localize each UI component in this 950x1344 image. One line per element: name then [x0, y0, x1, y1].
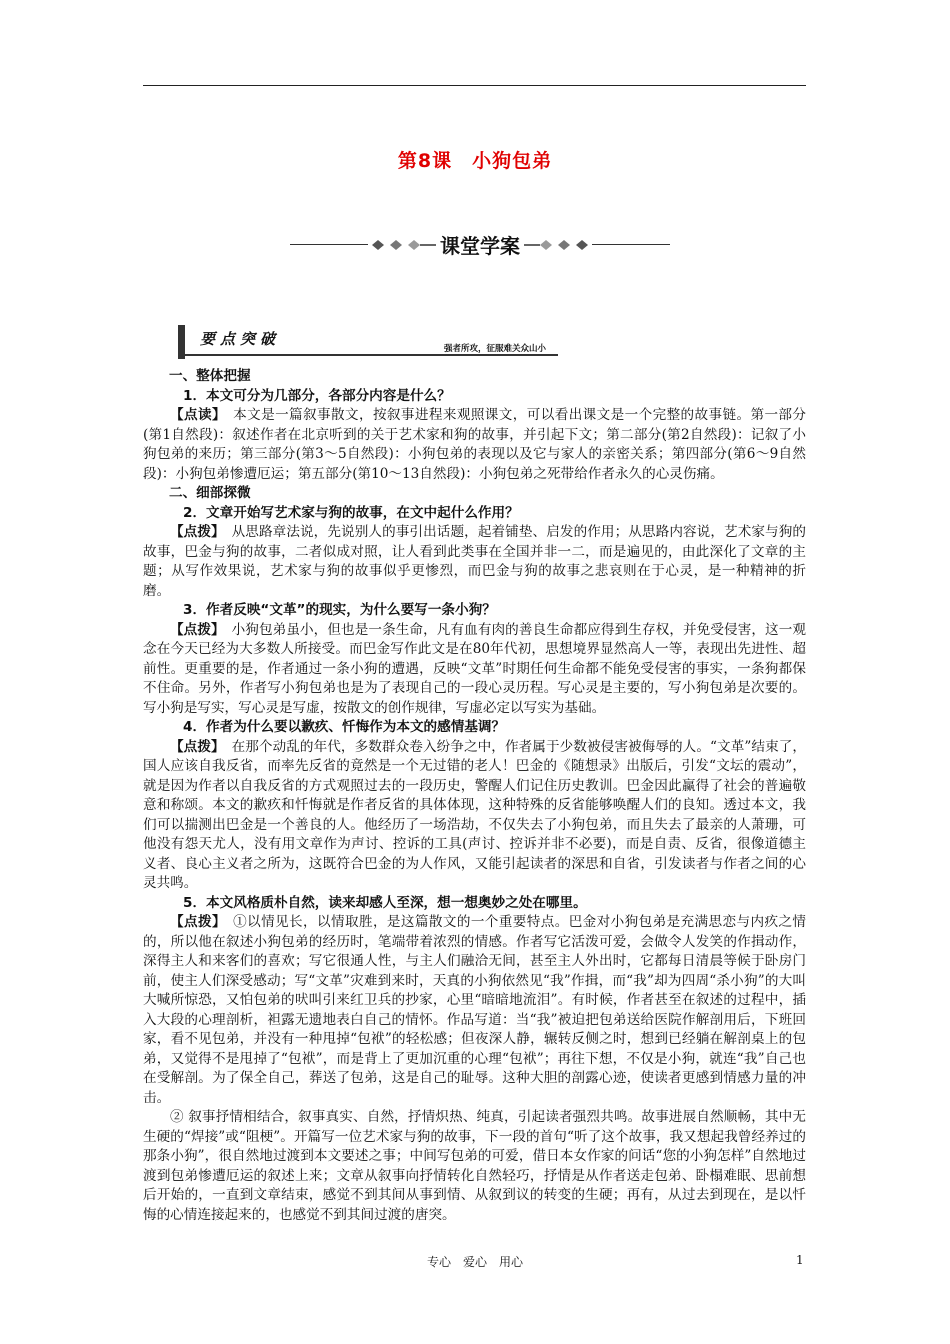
section-heading: 一、整体把握 — [169, 368, 251, 384]
keypoints-motto: 强者所攻，征服难关众山小 — [443, 344, 546, 354]
section-heading: 二、细部探微 — [169, 485, 251, 501]
banner-line-right — [592, 244, 670, 245]
question: 3．作者反映“文革”的现实，为什么要写一条小狗？ — [183, 602, 496, 618]
diamond-ornament-right-icon — [524, 238, 592, 252]
page-number: 1 — [796, 1253, 804, 1267]
answer-text: 小狗包弟虽小，但也是一条生命，凡有血有肉的善良生命都应得到生存权，并免受侵害，这一观念在今天已经为大多数人所接受。而巴金写作此文是在80年代初，思想境界显然高人一等，表现出先进性、超前性。更重要的是，作者通过一条小狗的遭遇，反映“文革”时期任何生命都不能免受侵害的事实，一条狗都保不住命。另外，作者写小狗包弟也是为了表现自己的一段心灵历程。写心灵是主要的，写小狗包弟是次要的。写小狗是写实，写心灵是写虚，按散文的创作规律，写虚必定以写实为基础。 — [143, 621, 807, 716]
keypoints-underline — [185, 354, 558, 356]
keypoints-header — [178, 325, 558, 359]
answer-tag: 【点拨】 — [170, 524, 218, 540]
lesson-title: 第8课 小狗包弟 — [397, 150, 553, 172]
question: 1．本文可分为几部分，各部分内容是什么？ — [183, 387, 451, 404]
answer-text: ①以情见长，以情取胜，是这篇散文的一个重要特点。巴金对小狗包弟是充满思恋与内疚之情的，所以他在叙述小狗包弟的经历时，笔端带着浓烈的情感。作者写它活泼可爱，会做令人发笑的作揖动作，深得主人和来客们的喜欢；写它很通人性，与主人们融洽无间，甚至主人外出时，它都每日清晨等候于卧房门前，使主人们深受感动；写“文革”灾难到来时，天真的小狗依然见“我”作揖，而“我”却为四周“杀小狗”的大叫大喊所惊恐，又怕包弟的吠叫引来红卫兵的抄家，心里“暗暗地流泪”。有时候，作者甚至在叙述的过程中，插入大段的心理剖析，袒露无遗地表白自己的情怀。作品写道：当“我”被迫把包弟送给医院作解剖用后，下班回家，看不见包弟，并没有一种甩掉“包袱”的轻松感；但夜深人静，辗转反侧之时，想到已经躺在解剖桌上的包弟，又觉得不是甩掉了“包袱”，而是背上了更加沉重的心理“包袱”；再往下想，不仅是小狗，就连“我”自己也在受解剖。为了保全自己，葬送了包弟，这是自己的耻辱。这种大胆的剖露心迹，使读者更感到情感力量的冲击。 — [143, 914, 807, 1106]
section-banner — [290, 230, 670, 260]
answer-tag: 【点拨】 — [170, 914, 220, 930]
keypoints-label: 要点突破 — [200, 330, 281, 348]
answer-tag: 【点读】 — [170, 407, 220, 423]
question: 5．本文风格质朴自然，读来却感人至深，想一想奥妙之处在哪里。 — [183, 894, 587, 911]
answer-paragraph: ② 叙事抒情相结合，叙事真实、自然，抒情炽热、纯真，引起读者强烈共鸣。故事进展自然顺畅，其中无生硬的“焊接”或“阻梗”。开篇写一位艺术家与狗的故事，下一段的首句“听了这个故事，我又想起我曾经养过的那条小狗”，很自然地过渡到本文要述之事；中间写包弟的可爱，借日本女作家的问话“您的小狗怎样”自然地过渡到包弟惨遭厄运的叙述上来；文章从叙事向抒情转化自然轻巧，抒情是从作者送走包弟、卧榻难眠、思前想后开始的，一直到文章结束，感觉不到其间从事到情、从叙到议的转变的生硬；再有，从过去到现在，是以忏悔的心情连接起来的，也感觉不到其间过渡的唐突。 — [143, 1109, 806, 1223]
banner-line-left — [290, 244, 368, 245]
top-rule — [143, 85, 806, 86]
keypoints-bar — [178, 325, 185, 359]
answer-paragraph — [143, 738, 806, 894]
answer-text: 本文是一篇叙事散文，按叙事进程来观照课文，可以看出课文是一个完整的故事链。第一部分(第1自然段)：叙述作者在北京听到的关于艺术家和狗的故事，并引起下文；第二部分(第2自然段)：记叙了小狗包弟的来历；第三部分(第3～5自然段)：小狗包弟的表现以及它与家人的亲密关系；第四部分(第6～9自然段)：小狗包弟惨遭厄运；第五部分(第10～13自然段)：小狗包弟之死带给作者永久的心灵伤痛。 — [143, 407, 807, 482]
answer-text: 从思路章法说，先说别人的事引出话题，起着铺垫、启发的作用；从思路内容说，艺术家与狗的故事，巴金与狗的故事，二者似成对照，让人看到此类事在全国并非一二，而是遍见的，由此深化了文章的主题；从写作效果说，艺术家与狗的故事似乎更惨烈，而巴金与狗的故事之悲哀则在于心灵，是一种精神的折磨。 — [143, 524, 807, 599]
diamond-ornament-left-icon — [368, 238, 436, 252]
answer-tag: 【点拨】 — [170, 738, 218, 755]
answer-paragraph — [143, 621, 806, 719]
answer-tag: 【点拨】 — [170, 621, 218, 638]
question: 2．文章开始写艺术家与狗的故事，在文中起什么作用？ — [183, 504, 519, 521]
answer-paragraph — [143, 913, 806, 1108]
answer-paragraph — [143, 406, 806, 484]
answer-text: 在那个动乱的年代，多数群众卷入纷争之中，作者属于少数被侵害被侮辱的人。“文革”结束了，国人应该自我反省，而率先反省的竟然是一个无过错的老人！巴金的《随想录》出版后，引发“文坛的震动”，就是因为作者以自我反省的方式观照过去的一段历史，警醒人们记住历史教训。巴金因此赢得了社会的普遍敬意和称颂。本文的歉疚和忏悔就是作者反省的具体体现，这种特殊的反省能够唤醒人们的良知。透过本文，我们可以揣测出巴金是一个善良的人。他经历了一场浩劫，不仅失去了小狗包弟，而且失去了最亲的人萧珊，可他没有怨天尤人，没有用文章作为声讨、控诉的工具(声讨、控诉并非不必要)，而是自责、反省，很像道德主义者、良心主义者之所为，这既符合巴金的为人作风，又能引起读者的深思和自省，引发读者与作者之间的心灵共鸣。 — [143, 738, 806, 891]
section-title: 课堂学案 — [440, 234, 520, 258]
footer-motto: 专心 爱心 用心 — [426, 1255, 523, 1269]
answer-paragraph — [143, 523, 806, 601]
document-body — [143, 367, 806, 1225]
question: 4．作者为什么要以歉疚、忏悔作为本文的感情基调？ — [183, 719, 506, 735]
